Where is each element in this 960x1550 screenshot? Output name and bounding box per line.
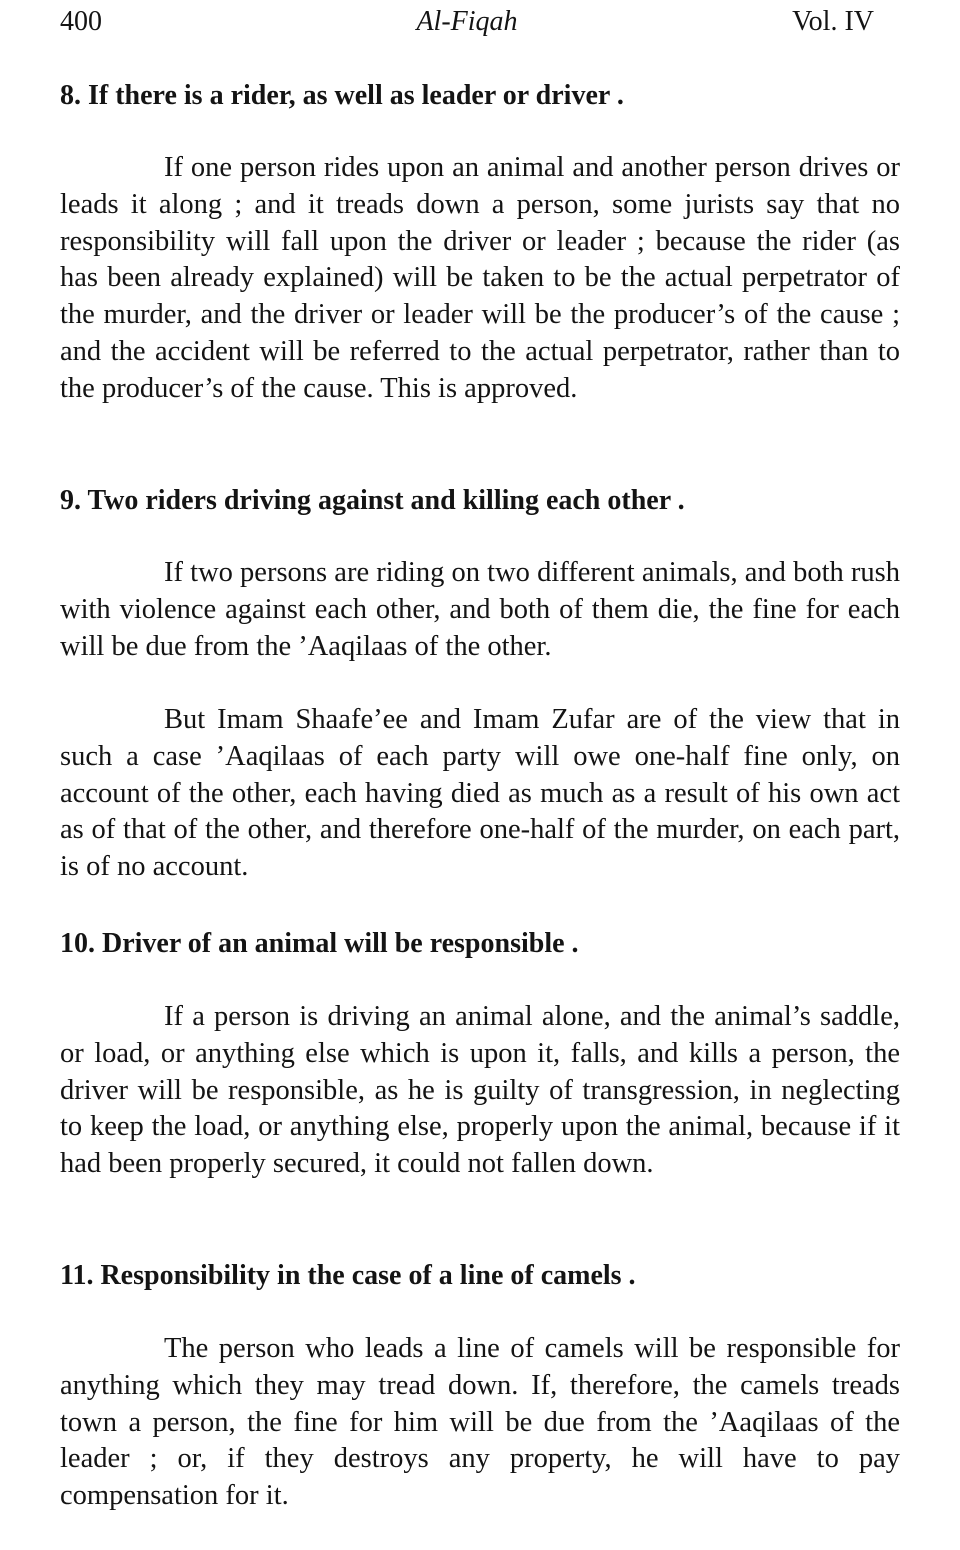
section-11-paragraph: The person who leads a line of camels will be responsible for anything which they may tread down. If, therefore, the camels treads town a person, the fine for him will be due from the ’Aaqilaas of the leader ; or, if they destroys any property, he will have to pay compensation for it. [60,1333,900,1512]
section-heading-10: 10. Driver of an animal will be responsible . [60,928,579,959]
section-9-paragraph-2: But Imam Shaafe’ee and Imam Zufar are of the view that in such a case ’Aaqilaas of each party will owe one-half fine only, on account of the other, each having died as much as a result of his own act as of that of the other, and therefore one-half of the murder, on each part, is of no account. [60,704,900,883]
section-heading-8: 8. If there is a rider, as well as leader or driver . [60,80,624,111]
section-8-paragraph: If one person rides upon an animal and another person drives or leads it along ; and it treads down a person, some jurists say that no responsibility will fall upon the driver or leader ; because the rider (as has been already explained) will be taken to be the actual perpetrator of the murder, and the driver or leader will be the producer’s of the cause ; and the accident will be referred to the actual perpetrator, rather than to the producer’s of the cause. This is approved. [60,152,900,404]
running-head [60,4,874,40]
book-title: Al-Fiqah [416,6,518,37]
section-heading-11: 11. Responsibility in the case of a line of camels . [60,1260,636,1291]
page-number: 400 [60,6,102,37]
volume-label: Vol. IV [792,6,874,37]
section-heading-9: 9. Two riders driving against and killing each other . [60,485,685,516]
section-9-paragraph-1: If two persons are riding on two different animals, and both rush with violence against each other, and both of them die, the fine for each will be due from the ’Aaqilaas of the other. [60,557,900,662]
section-10-paragraph: If a person is driving an animal alone, and the animal’s saddle, or load, or anything else which is upon it, falls, and kills a person, the driver will be responsible, as he is guilty of transgression, in neglecting to keep the load, or anything else, properly upon the animal, because if it had been properly secured, it could not fallen down. [60,1001,900,1180]
